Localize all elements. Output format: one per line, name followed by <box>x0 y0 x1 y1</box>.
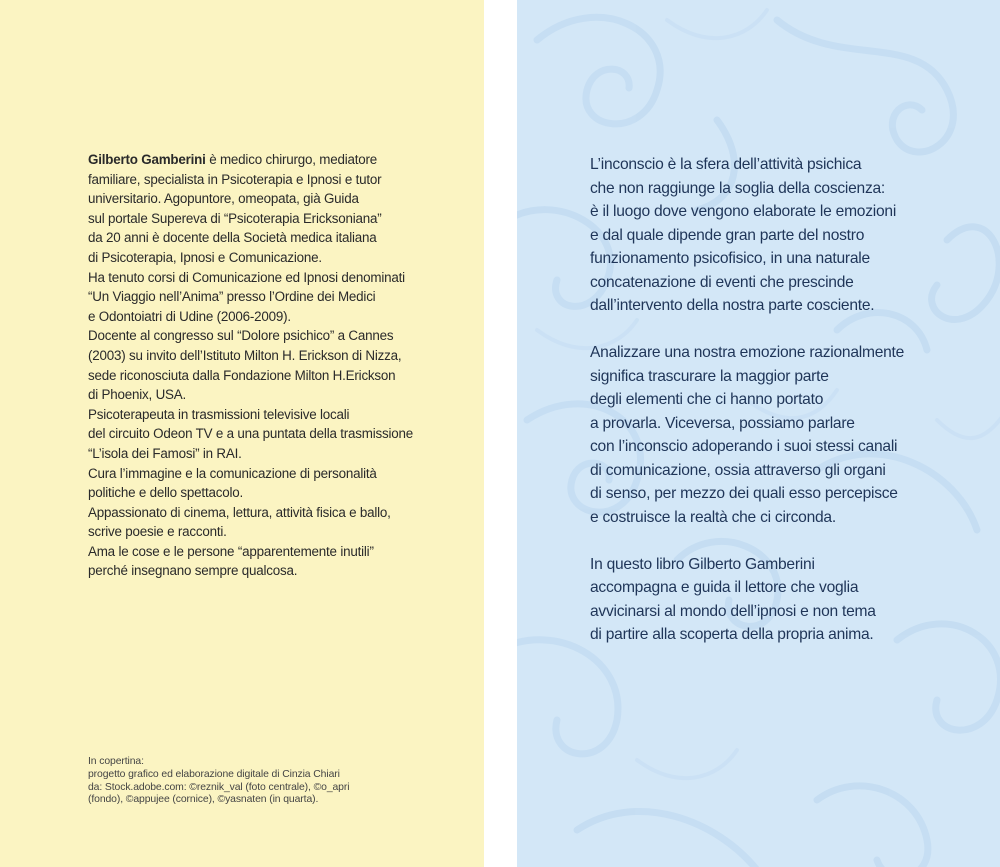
left-flap <box>0 0 484 867</box>
blurb-line: Analizzare una nostra emozione razionalmente <box>590 344 905 361</box>
credits-line: da: Stock.adobe.com: ©reznik_val (foto centrale), ©o_apri <box>88 781 350 793</box>
bio-line: sul portale Supereva di “Psicoterapia Ericksoniana” <box>88 210 382 226</box>
bio-line: universitario. Agopuntore, omeopata, già Guida <box>88 191 359 207</box>
bio-line: “Un Viaggio nell’Anima” presso l’Ordine dei Medici <box>88 289 376 305</box>
bio-line: scrive poesie e racconti. <box>88 524 227 540</box>
blurb-line: e costruisce la realtà che ci circonda. <box>590 508 836 526</box>
author-bio <box>88 150 418 581</box>
blurb-paragraph-2 <box>590 341 990 529</box>
blurb-line: dall’intervento della nostra parte cosciente. <box>590 297 875 314</box>
cover-credits <box>88 756 418 807</box>
bio-line: Cura l’immagine e la comunicazione di personalità <box>88 465 377 481</box>
right-flap <box>517 0 1000 867</box>
bio-line: “L’isola dei Famosi” in RAI. <box>88 445 242 461</box>
bio-line: di Psicoterapia, Ipnosi e Comunicazione. <box>88 249 322 265</box>
blurb-line: significa trascurare la maggior parte <box>590 367 829 385</box>
bio-line: Psicoterapeuta in trasmissioni televisive locali <box>88 406 350 422</box>
bio-line: da 20 anni è docente della Società medica italiana <box>88 230 377 246</box>
blurb-line: degli elementi che ci hanno portato <box>590 391 824 408</box>
blurb-paragraph-1 <box>590 153 990 318</box>
blurb-line: che non raggiunge la soglia della coscienza: <box>590 179 886 197</box>
bio-line: e Odontoiatri di Udine (2006-2009). <box>88 308 291 324</box>
blurb-line: e dal quale dipende gran parte del nostro <box>590 226 865 244</box>
blurb-line: è il luogo dove vengono elaborate le emozioni <box>590 203 897 220</box>
blurb-line: di senso, per mezzo dei quali esso percepisce <box>590 485 898 502</box>
bio-line: (2003) su invito dell’Istituto Milton H. Erickson di Nizza, <box>88 347 402 363</box>
bio-line: familiare, specialista in Psicoterapia e Ipnosi e tutor <box>88 171 382 187</box>
blurb-line: di partire alla scoperta della propria anima. <box>590 626 874 643</box>
bio-line-1 <box>88 150 418 170</box>
bio-line: del circuito Odeon TV e a una puntata della trasmissione <box>88 426 414 442</box>
blurb-line: accompagna e guida il lettore che voglia <box>590 579 859 596</box>
credits-line: In copertina: <box>88 756 144 767</box>
blurb-paragraph-3 <box>590 553 990 647</box>
bio-line: di Phoenix, USA. <box>88 387 187 403</box>
blurb-line: con l’inconscio adoperando i suoi stessi canali <box>590 438 898 455</box>
blurb-line: L’inconscio è la sfera dell’attività psichica <box>590 156 862 173</box>
bio-line: perché insegnano sempre qualcosa. <box>88 563 298 579</box>
author-name: Gilberto Gamberini <box>88 152 206 167</box>
book-blurb <box>590 153 990 670</box>
bio-line: Docente al congresso sul “Dolore psichico” a Cannes <box>88 328 394 344</box>
blurb-line: funzionamento psicofisico, in una naturale <box>590 250 870 267</box>
blurb-line: concatenazione di eventi che prescinde <box>590 273 854 291</box>
page-gutter <box>484 0 517 867</box>
blurb-line: a provarla. Viceversa, possiamo parlare <box>590 414 855 432</box>
credits-line: (fondo), ©appujee (cornice), ©yasnaten (in quarta). <box>88 794 319 806</box>
bio-line: Ha tenuto corsi di Comunicazione ed Ipnosi denominati <box>88 269 405 285</box>
credits-line: progetto grafico ed elaborazione digitale di Cinzia Chiari <box>88 768 340 780</box>
blurb-line: avvicinarsi al mondo dell’ipnosi e non tema <box>590 602 876 620</box>
bio-line: politiche e dello spettacolo. <box>88 485 243 501</box>
bio-line: Ama le cose e le persone “apparentemente inutili” <box>88 543 374 559</box>
bio-line: sede riconosciuta dalla Fondazione Milton H.Erickson <box>88 367 396 383</box>
blurb-line: di comunicazione, ossia attraverso gli organi <box>590 461 886 479</box>
bio-line: Appassionato di cinema, lettura, attività fisica e ballo, <box>88 504 391 520</box>
bio-first-line-rest: è medico chirurgo, mediatore <box>205 152 378 167</box>
blurb-line: In questo libro Gilberto Gamberini <box>590 555 815 573</box>
